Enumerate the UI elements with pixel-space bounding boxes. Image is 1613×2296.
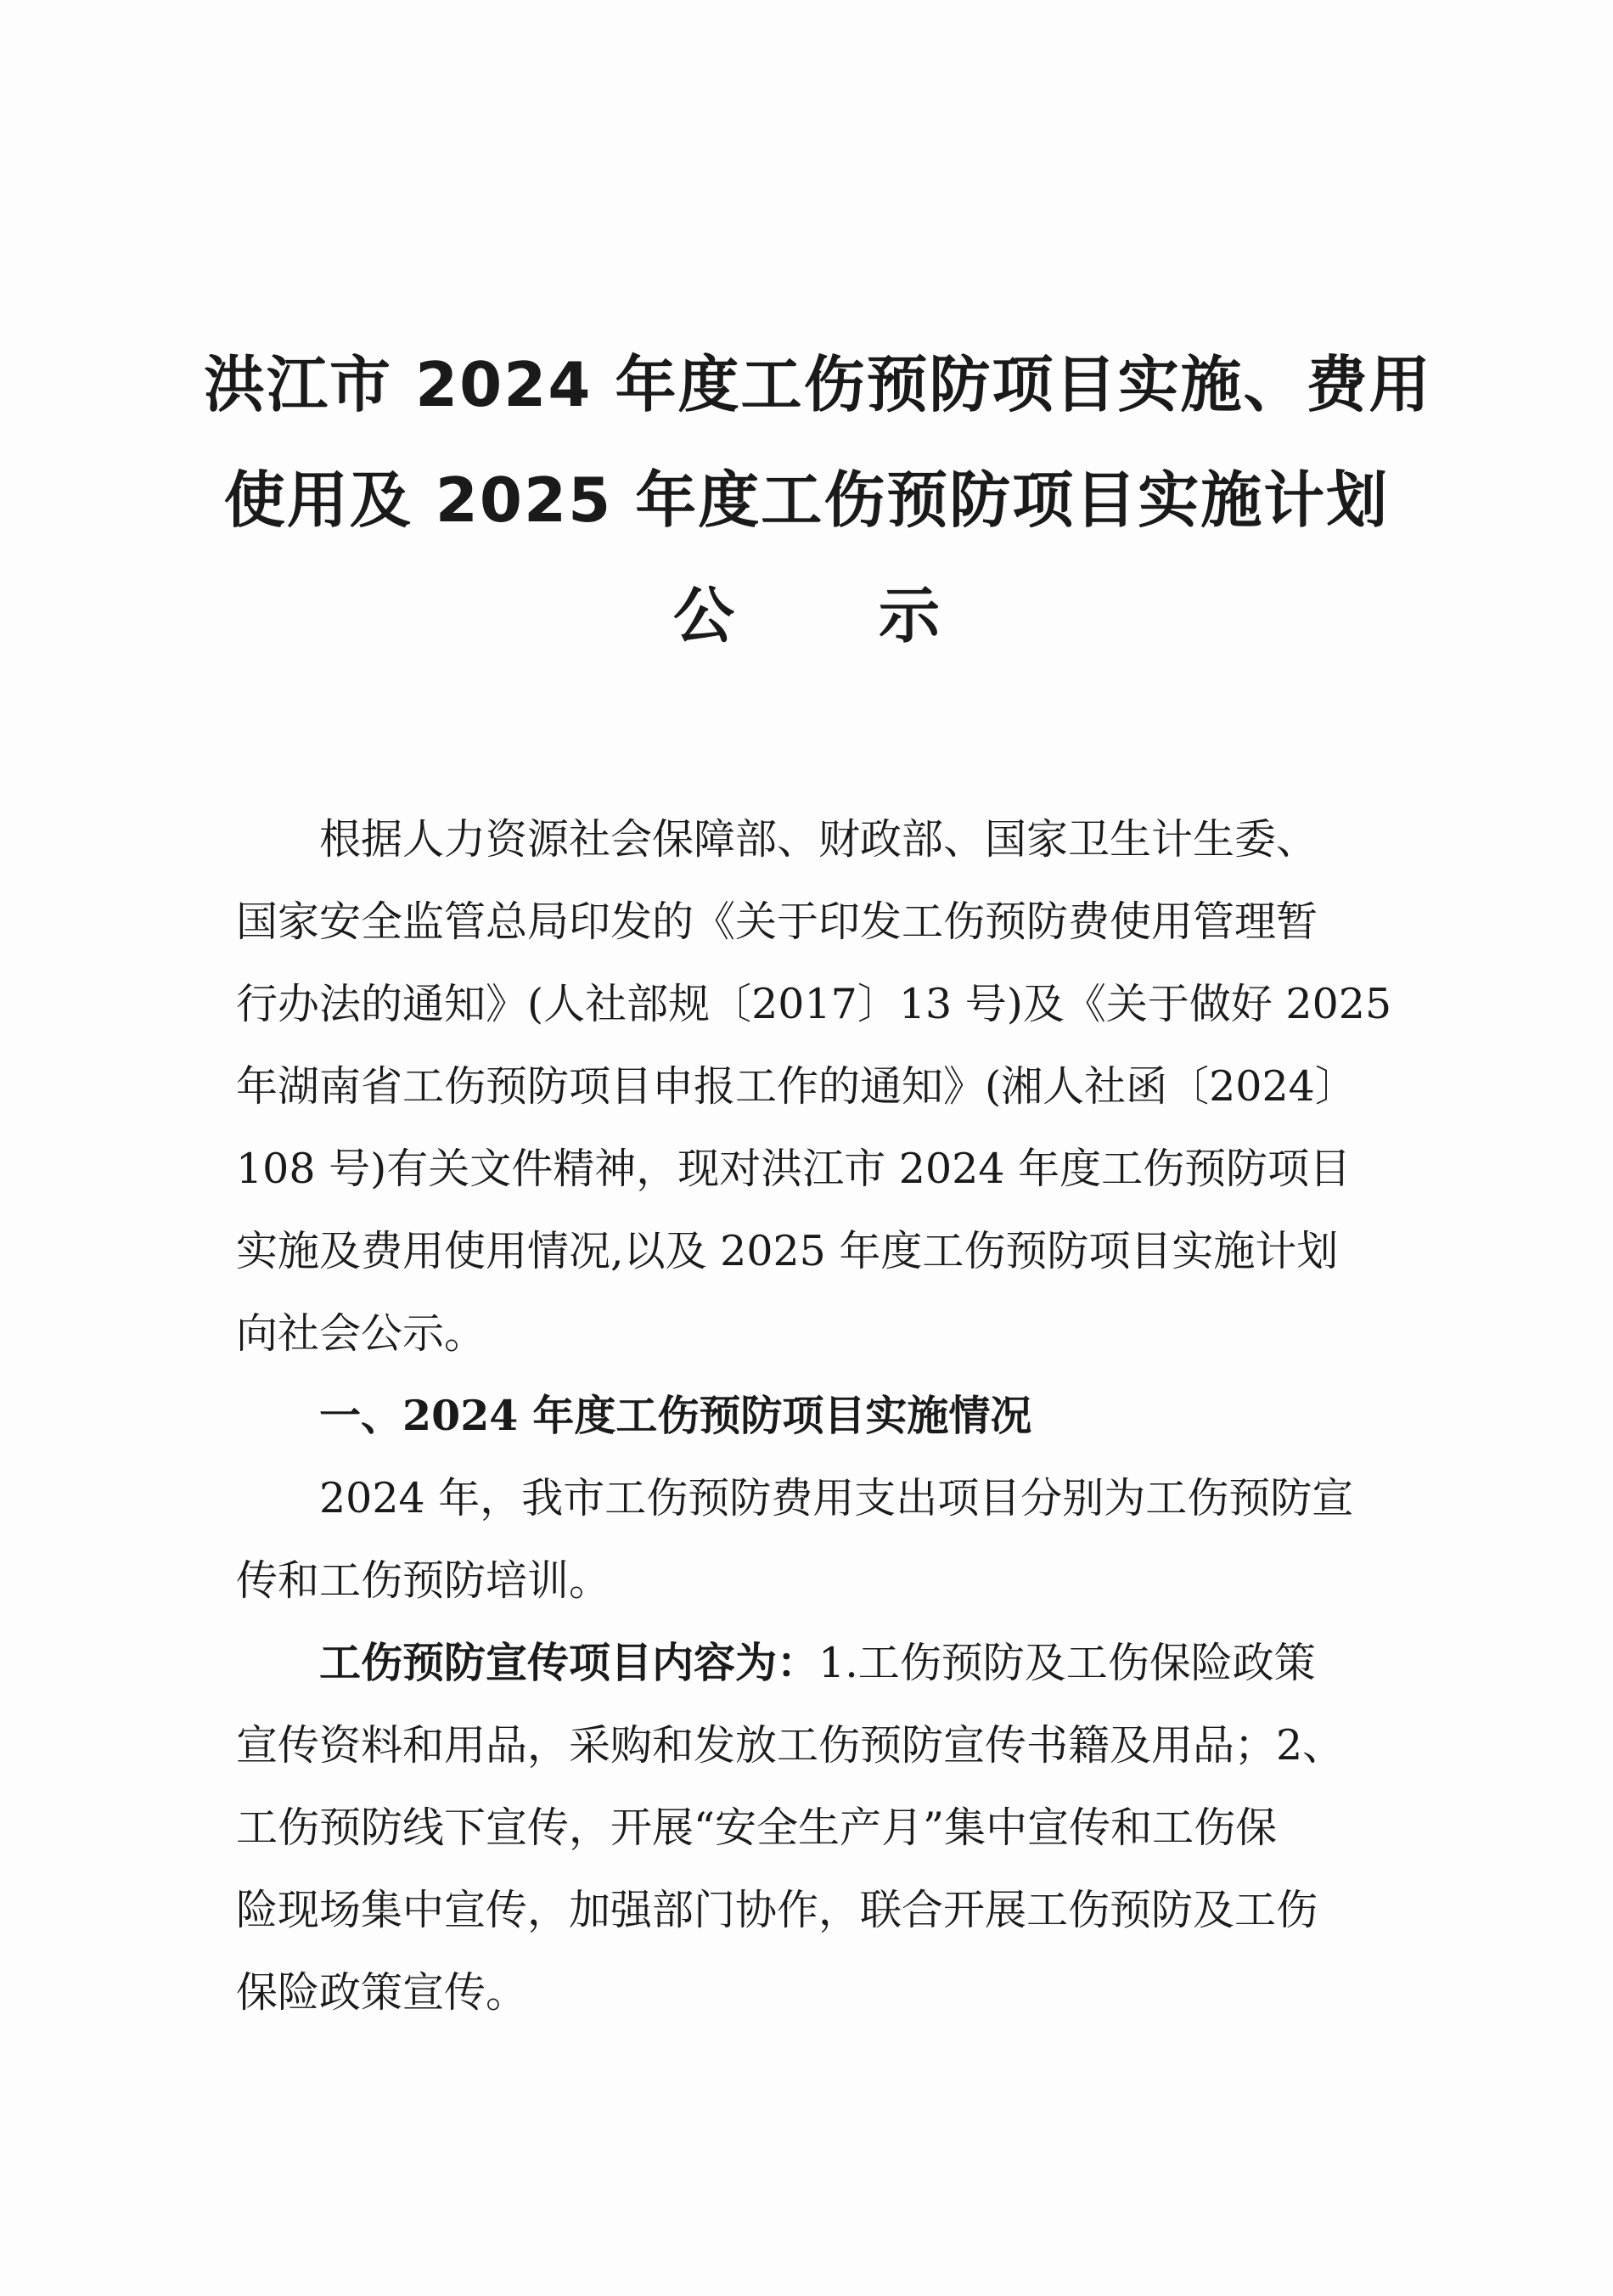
publicity-line: 1.工伤预防及工伤保险政策 <box>818 1639 1316 1687</box>
title-line-3: 公示 <box>672 580 1084 651</box>
intro-line: 根据人力资源社会保障部、财政部、国家卫生计生委、 <box>319 815 1318 864</box>
intro-line: 向社会公示。 <box>236 1309 486 1358</box>
publicity-paragraph <box>236 1622 1374 2034</box>
publicity-lead: 工伤预防宣传项目内容为： <box>319 1639 819 1687</box>
intro-line: 国家安全监管总局印发的《关于印发工伤预防费使用管理暂 <box>236 898 1318 946</box>
publicity-line: 保险政策宣传。 <box>236 1968 528 2017</box>
title-line-2: 使用及 2025 年度工伤预防项目实施计划 <box>223 464 1390 536</box>
section-paragraph-line: 传和工伤预防培训。 <box>236 1556 611 1605</box>
section-heading: 一、2024 年度工伤预防项目实施情况 <box>319 1391 1032 1440</box>
intro-line: 实施及费用使用情况,以及 2025 年度工伤预防项目实施计划 <box>236 1227 1339 1275</box>
publicity-line: 险现场集中宣传，加强部门协作，联合开展工伤预防及工伤 <box>236 1886 1318 1934</box>
publicity-line: 宣传资料和用品，采购和发放工伤预防宣传书籍及用品；2、 <box>236 1721 1345 1770</box>
document-body <box>236 798 1392 2034</box>
intro-paragraph <box>236 798 1392 1375</box>
intro-line: 行办法的通知》(人社部规〔2017〕13 号)及《关于做好 2025 <box>236 980 1392 1028</box>
publicity-line: 工伤预防线下宣传，开展“安全生产月”集中宣传和工伤保 <box>236 1804 1278 1852</box>
section-paragraph-line: 2024 年，我市工伤预防费用支出项目分别为工伤预防宣 <box>319 1474 1354 1522</box>
intro-line: 108 号)有关文件精神，现对洪江市 2024 年度工伤预防项目 <box>236 1145 1352 1193</box>
section-1 <box>236 1375 1374 1622</box>
intro-line: 年湖南省工伤预防项目申报工作的通知》(湘人社函〔2024〕 <box>236 1062 1357 1111</box>
title-line-1: 洪江市 2024 年度工伤预防项目实施、费用 <box>204 349 1432 420</box>
document-title <box>204 327 1432 673</box>
